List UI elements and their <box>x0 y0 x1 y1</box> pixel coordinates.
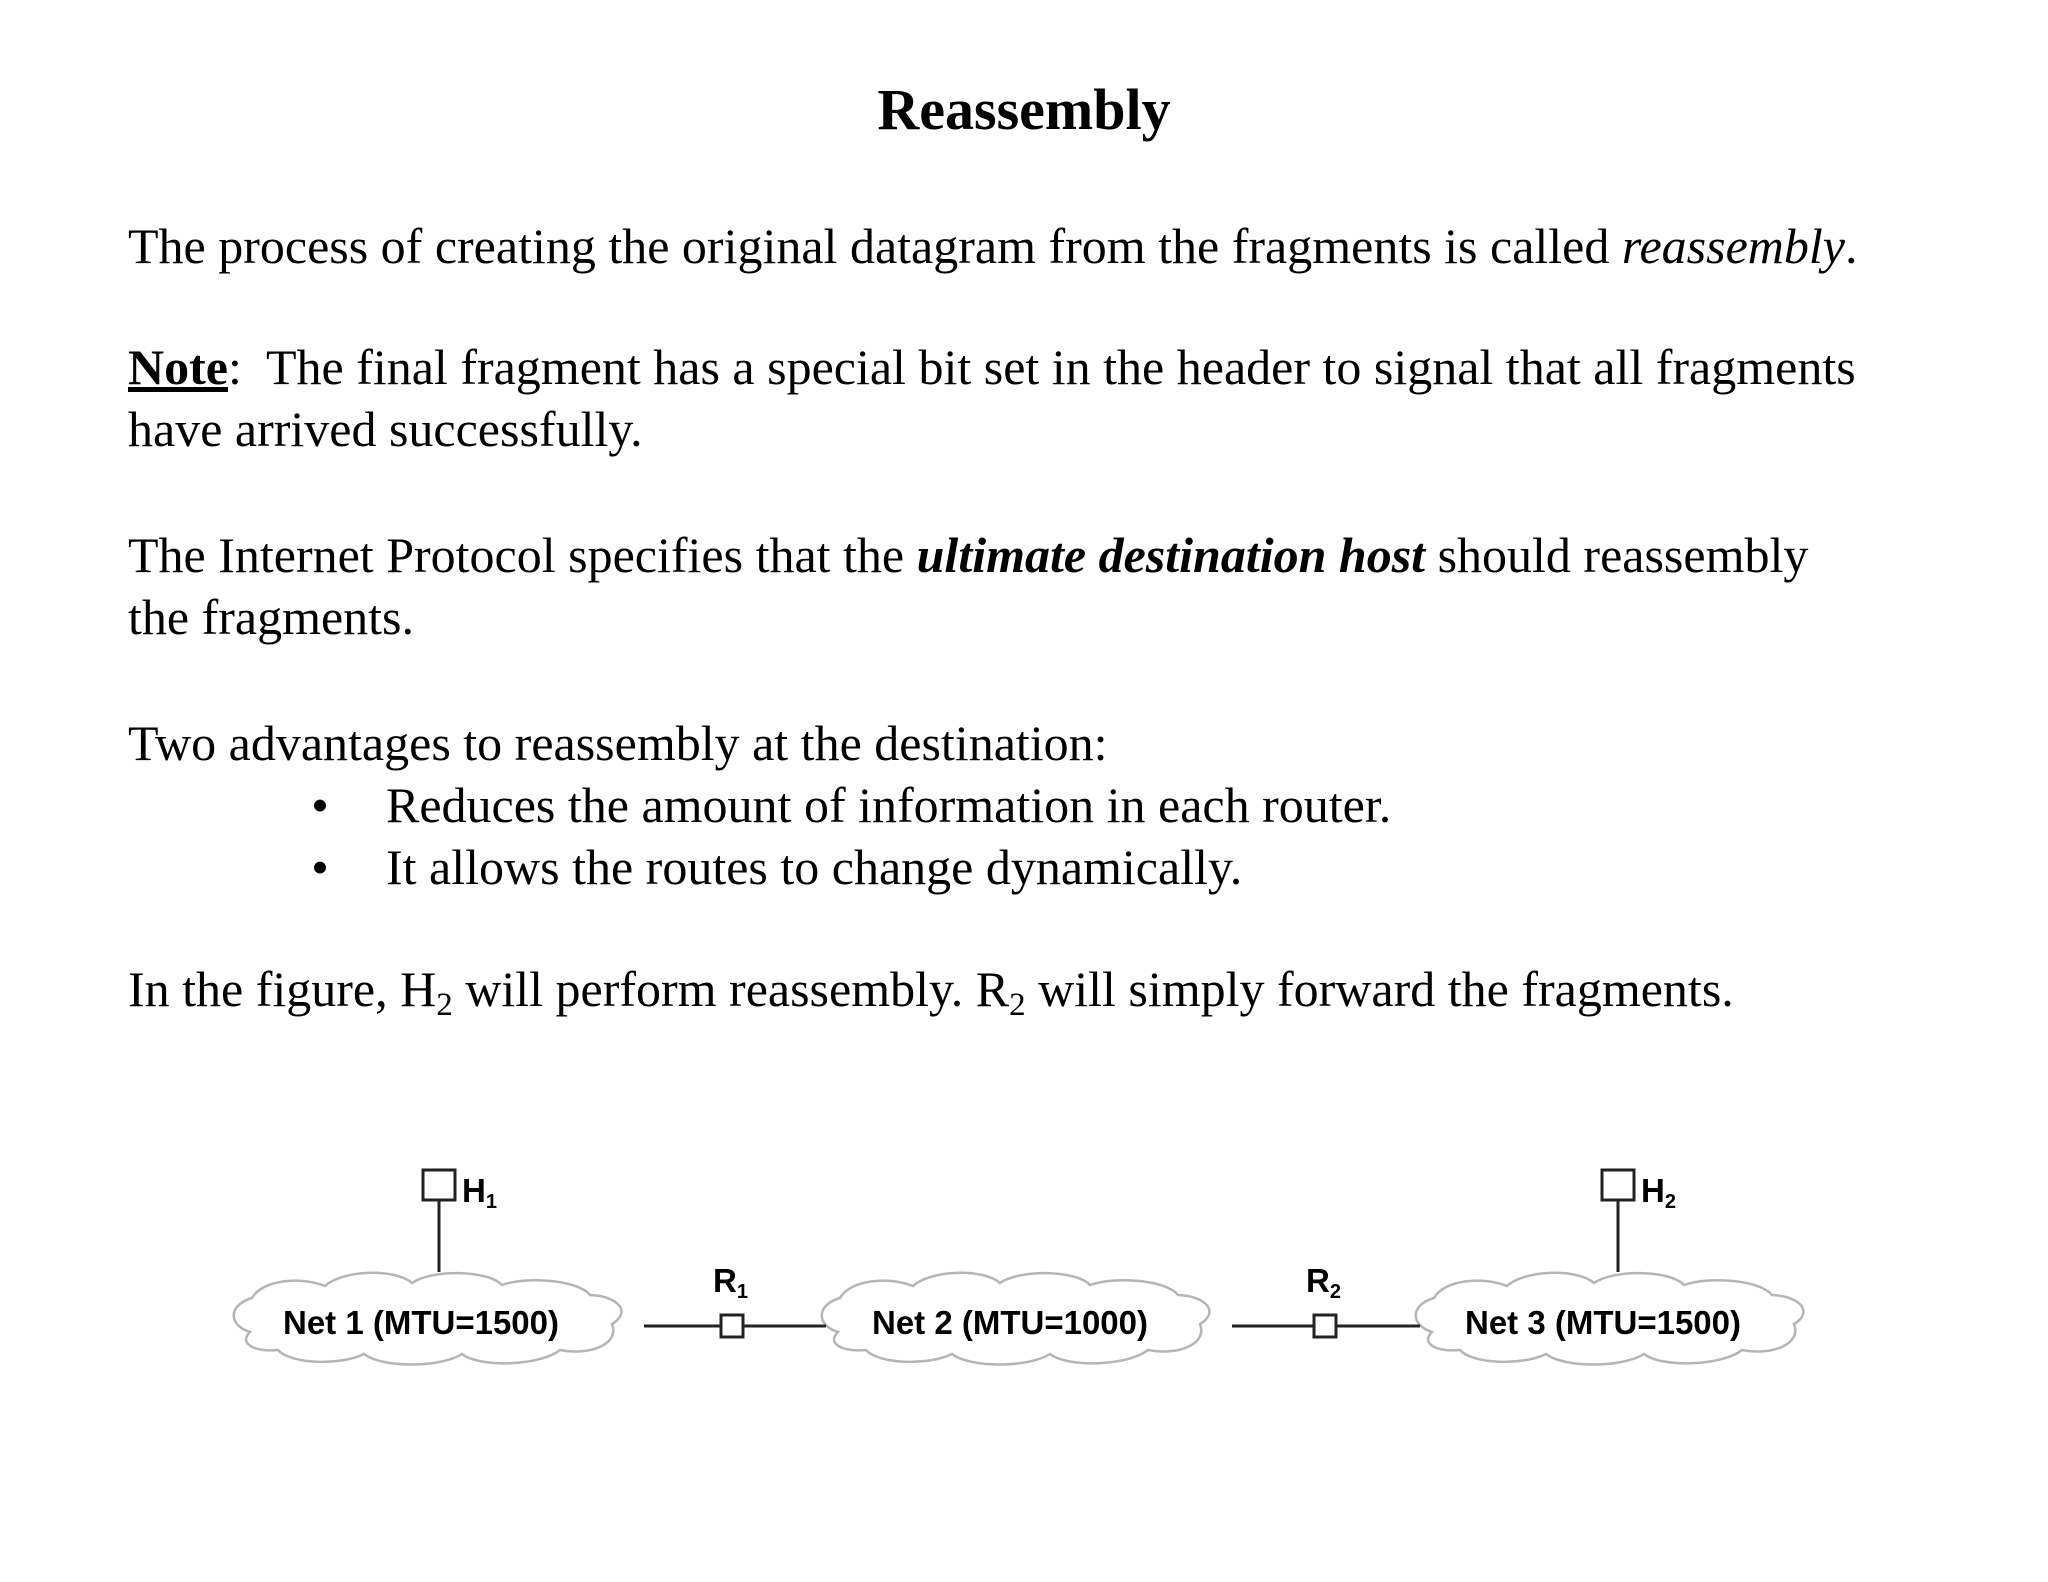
list-item <box>300 836 1391 898</box>
host-h2-label <box>1641 1172 1676 1213</box>
bullet-icon: • <box>311 839 329 895</box>
definition-end: . <box>1844 218 1858 274</box>
advantages-heading: Two advantages to reassembly at the destination: <box>128 715 1108 771</box>
caption-part3: will simply forward the fragments. <box>1025 961 1734 1017</box>
ip-spec-emphasis: ultimate destination host <box>916 527 1426 583</box>
host-h2-sub: 2 <box>1664 1191 1676 1213</box>
host-h2 <box>1602 1170 1676 1272</box>
ip-spec-paragraph <box>128 524 1948 648</box>
router-r1-letter: R <box>713 1262 737 1299</box>
router-r2-icon <box>1314 1315 1336 1337</box>
host-h1-letter: H <box>462 1172 486 1209</box>
router-r2 <box>1232 1262 1420 1337</box>
bullet-icon: • <box>311 777 329 833</box>
net3-label: Net 3 (MTU=1500) <box>1464 1304 1742 1341</box>
definition-paragraph <box>128 215 1948 277</box>
router-r2-label <box>1306 1262 1341 1303</box>
host-h1-icon <box>423 1170 455 1200</box>
net1-cloud <box>234 1273 622 1365</box>
router-r1-label <box>713 1262 748 1303</box>
router-r2-sub: 2 <box>1329 1281 1341 1303</box>
note-paragraph <box>128 336 1948 460</box>
slide-title: Reassembly <box>877 77 1171 142</box>
net1-label: Net 1 (MTU=1500) <box>282 1304 560 1341</box>
host-h1-label <box>462 1172 497 1213</box>
list-item-text: It allows the routes to change dynamically. <box>386 839 1243 895</box>
definition-term: reassembly <box>1621 218 1845 274</box>
advantages-list <box>300 774 1391 898</box>
net3-cloud <box>1416 1273 1804 1365</box>
list-item-text: Reduces the amount of information in each router. <box>386 777 1392 833</box>
caption-part2: will perform reassembly. R <box>452 961 1010 1017</box>
host-h1-sub: 1 <box>485 1191 497 1213</box>
note-text-line2: have arrived successfully. <box>128 401 643 457</box>
host-h2-letter: H <box>1641 1172 1665 1209</box>
router-r1-icon <box>721 1315 743 1337</box>
caption-sub2: 2 <box>1009 987 1026 1023</box>
network-diagram <box>0 1100 2048 1440</box>
net2-cloud <box>822 1273 1210 1365</box>
router-r1-sub: 1 <box>736 1281 748 1303</box>
host-h1 <box>423 1170 497 1272</box>
ip-spec-before: The Internet Protocol specifies that the <box>128 527 917 583</box>
note-text-line1: The final fragment has a special bit set in the header to signal that all fragments <box>241 339 1856 395</box>
router-r2-letter: R <box>1306 1262 1330 1299</box>
caption-sub1: 2 <box>436 987 453 1023</box>
definition-text: The process of creating the original datagram from the fragments is called <box>128 218 1622 274</box>
list-item <box>300 774 1391 836</box>
router-r1 <box>644 1262 826 1337</box>
note-colon: : <box>227 339 242 395</box>
net2-label: Net 2 (MTU=1000) <box>871 1304 1149 1341</box>
ip-spec-line2: the fragments. <box>128 589 415 645</box>
figure-caption-paragraph <box>128 958 1948 1023</box>
caption-part1: In the figure, H <box>128 961 437 1017</box>
ip-spec-after: should reassembly <box>1425 527 1809 583</box>
note-label: Note <box>128 339 228 395</box>
host-h2-icon <box>1602 1170 1634 1200</box>
